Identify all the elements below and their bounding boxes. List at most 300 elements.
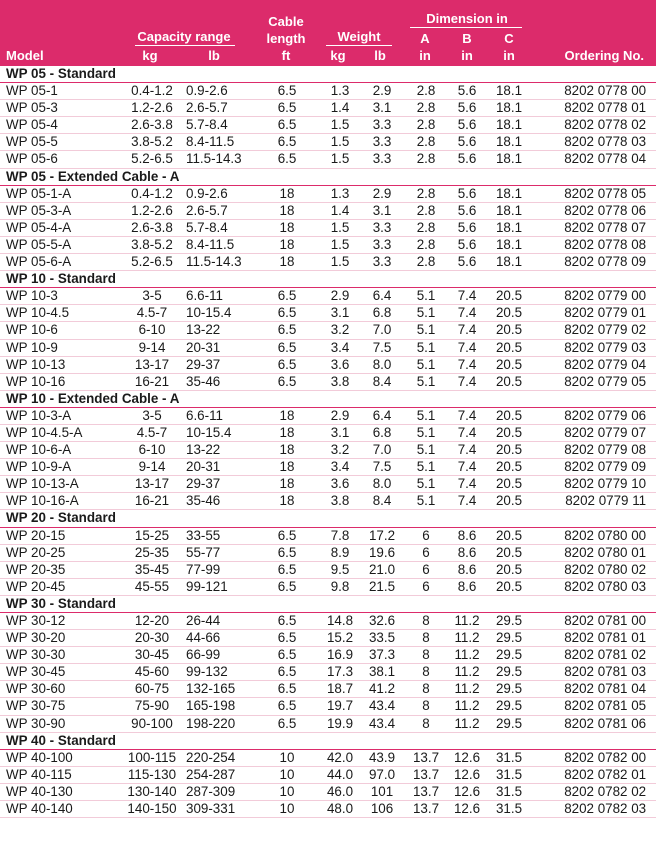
capacity-kg-cell: 9-14 [120,339,184,356]
dimension-a-cell: 5.1 [404,442,448,459]
weight-kg-cell: 1.3 [320,83,360,100]
model-cell: WP 10-6-A [0,442,120,459]
capacity-kg-cell: 20-30 [120,630,184,647]
capacity-lb-cell: 5.7-8.4 [184,219,254,236]
section-header [0,732,656,749]
dimension-a-cell: 5.1 [404,493,448,510]
weight-lb-cell: 8.4 [360,493,404,510]
table-row [0,647,656,664]
capacity-kg-cell: 12-20 [120,613,184,630]
cable-length-cell: 6.5 [254,356,320,373]
cable-length-cell: 10 [254,783,320,800]
weight-lb-cell: 6.4 [360,288,404,305]
section-header [0,510,656,527]
model-cell: WP 10-4.5 [0,305,120,322]
model-cell: WP 10-4.5-A [0,424,120,441]
model-cell: WP 05-6-A [0,254,120,271]
capacity-kg-cell: 4.5-7 [120,424,184,441]
section-title: WP 20 - Standard [0,510,656,527]
model-cell: WP 05-3 [0,100,120,117]
dimension-a-cell: 5.1 [404,322,448,339]
weight-lb-cell: 3.3 [360,117,404,134]
dimension-b-cell: 11.2 [448,647,486,664]
dimension-c-cell: 20.5 [486,339,532,356]
ordering-no-cell: 8202 0778 09 [532,254,656,271]
ordering-no-cell: 8202 0779 03 [532,339,656,356]
dimension-c-cell: 20.5 [486,356,532,373]
capacity-kg-cell: 6-10 [120,322,184,339]
dimension-c-cell: 18.1 [486,100,532,117]
dimension-b-cell: 7.4 [448,373,486,390]
weight-lb-cell: 33.5 [360,630,404,647]
weight-lb-cell: 38.1 [360,664,404,681]
cable-length-cell: 6.5 [254,544,320,561]
weight-lb-cell: 3.3 [360,134,404,151]
capacity-kg-cell: 16-21 [120,493,184,510]
capacity-kg-cell: 25-35 [120,544,184,561]
dimension-a-cell: 2.8 [404,219,448,236]
weight-kg-cell: 3.4 [320,459,360,476]
dimension-c-cell: 20.5 [486,476,532,493]
weight-kg-cell: 19.9 [320,715,360,732]
weight-lb-cell: 43.4 [360,715,404,732]
capacity-kg-cell: 3.8-5.2 [120,134,184,151]
cable-length-cell: 18 [254,202,320,219]
capacity-lb-cell: 309-331 [184,801,254,818]
dimension-a-cell: 2.8 [404,151,448,168]
capacity-lb-cell: 35-46 [184,493,254,510]
dimension-a-cell: 13.7 [404,749,448,766]
dimension-a-cell: 2.8 [404,117,448,134]
ordering-no-cell: 8202 0780 02 [532,561,656,578]
section-title: WP 10 - Standard [0,271,656,288]
dimension-c-cell: 20.5 [486,459,532,476]
header-cable-line2: length [266,31,306,46]
weight-kg-cell: 1.5 [320,236,360,253]
weight-kg-cell: 3.8 [320,493,360,510]
model-cell: WP 20-25 [0,544,120,561]
weight-kg-cell: 48.0 [320,801,360,818]
model-cell: WP 10-3-A [0,407,120,424]
weight-lb-cell: 7.0 [360,442,404,459]
weight-kg-cell: 1.4 [320,100,360,117]
dimension-b-cell: 5.6 [448,202,486,219]
capacity-lb-cell: 10-15.4 [184,424,254,441]
section-title: WP 05 - Extended Cable - A [0,168,656,185]
dimension-a-cell: 8 [404,715,448,732]
capacity-kg-cell: 3-5 [120,407,184,424]
weight-kg-cell: 3.6 [320,476,360,493]
dimension-b-cell: 5.6 [448,151,486,168]
capacity-lb-cell: 33-55 [184,527,254,544]
weight-lb-cell: 6.8 [360,305,404,322]
dimension-b-cell: 5.6 [448,117,486,134]
weight-kg-cell: 1.5 [320,219,360,236]
capacity-lb-cell: 29-37 [184,476,254,493]
cable-length-cell: 6.5 [254,664,320,681]
dimension-c-cell: 18.1 [486,117,532,134]
dimension-c-cell: 20.5 [486,544,532,561]
weight-lb-cell: 6.8 [360,424,404,441]
dimension-b-cell: 12.6 [448,783,486,800]
ordering-no-cell: 8202 0778 04 [532,151,656,168]
cable-length-cell: 10 [254,766,320,783]
table-row [0,749,656,766]
table-row [0,202,656,219]
weight-lb-cell: 3.1 [360,202,404,219]
table-row [0,424,656,441]
model-cell: WP 10-16 [0,373,120,390]
dimension-b-cell: 7.4 [448,459,486,476]
capacity-kg-cell: 5.2-6.5 [120,151,184,168]
header-dim-c: C [504,31,514,46]
weight-lb-cell: 8.4 [360,373,404,390]
table-row [0,561,656,578]
dimension-c-cell: 18.1 [486,254,532,271]
weight-lb-cell: 3.3 [360,254,404,271]
table-row [0,544,656,561]
model-cell: WP 30-75 [0,698,120,715]
model-cell: WP 10-9 [0,339,120,356]
dimension-a-cell: 8 [404,664,448,681]
table-row [0,801,656,818]
dimension-b-cell: 7.4 [448,442,486,459]
weight-lb-cell: 21.0 [360,561,404,578]
weight-kg-cell: 42.0 [320,749,360,766]
capacity-lb-cell: 0.9-2.6 [184,185,254,202]
ordering-no-cell: 8202 0781 05 [532,698,656,715]
dimension-c-cell: 20.5 [486,442,532,459]
table-row [0,681,656,698]
dimension-a-cell: 13.7 [404,766,448,783]
weight-kg-cell: 1.5 [320,151,360,168]
weight-kg-cell: 7.8 [320,527,360,544]
weight-kg-cell: 17.3 [320,664,360,681]
capacity-lb-cell: 77-99 [184,561,254,578]
model-cell: WP 05-4 [0,117,120,134]
dimension-b-cell: 5.6 [448,236,486,253]
weight-lb-cell: 32.6 [360,613,404,630]
cable-length-cell: 10 [254,749,320,766]
cable-length-cell: 6.5 [254,117,320,134]
header-cable-line1: Cable [268,14,304,29]
ordering-no-cell: 8202 0778 03 [532,134,656,151]
dimension-c-cell: 18.1 [486,236,532,253]
dimension-c-cell: 18.1 [486,202,532,219]
ordering-no-cell: 8202 0781 00 [532,613,656,630]
weight-kg-cell: 3.2 [320,322,360,339]
dimension-c-cell: 20.5 [486,424,532,441]
weight-lb-cell: 3.3 [360,236,404,253]
dimension-c-cell: 31.5 [486,766,532,783]
dimension-c-cell: 20.5 [486,322,532,339]
ordering-no-cell: 8202 0781 02 [532,647,656,664]
weight-lb-cell: 3.3 [360,219,404,236]
model-cell: WP 30-90 [0,715,120,732]
dimension-c-cell: 31.5 [486,801,532,818]
cable-length-cell: 6.5 [254,647,320,664]
table-row [0,630,656,647]
weight-kg-cell: 44.0 [320,766,360,783]
dimension-a-cell: 5.1 [404,407,448,424]
dimension-b-cell: 8.6 [448,527,486,544]
capacity-kg-cell: 130-140 [120,783,184,800]
dimension-b-cell: 7.4 [448,493,486,510]
dimension-a-cell: 2.8 [404,236,448,253]
model-cell: WP 30-60 [0,681,120,698]
ordering-no-cell: 8202 0780 00 [532,527,656,544]
table-row [0,356,656,373]
capacity-lb-cell: 287-309 [184,783,254,800]
dimension-a-cell: 2.8 [404,83,448,100]
header-dim-a: A [420,31,430,46]
dimension-c-cell: 20.5 [486,561,532,578]
cable-length-cell: 6.5 [254,100,320,117]
cable-length-cell: 6.5 [254,561,320,578]
dimension-b-cell: 7.4 [448,339,486,356]
dimension-b-cell: 12.6 [448,801,486,818]
cable-length-cell: 18 [254,254,320,271]
cable-length-cell: 6.5 [254,613,320,630]
model-cell: WP 10-13-A [0,476,120,493]
ordering-no-cell: 8202 0778 08 [532,236,656,253]
dimension-c-cell: 18.1 [486,219,532,236]
capacity-lb-cell: 0.9-2.6 [184,83,254,100]
dimension-c-cell: 29.5 [486,647,532,664]
model-cell: WP 30-20 [0,630,120,647]
capacity-lb-cell: 99-132 [184,664,254,681]
weight-lb-cell: 37.3 [360,647,404,664]
model-cell: WP 20-45 [0,578,120,595]
dimension-b-cell: 5.6 [448,100,486,117]
ordering-no-cell: 8202 0779 04 [532,356,656,373]
dimension-b-cell: 11.2 [448,630,486,647]
capacity-lb-cell: 13-22 [184,442,254,459]
ordering-no-cell: 8202 0778 00 [532,83,656,100]
dimension-a-cell: 2.8 [404,185,448,202]
capacity-kg-cell: 0.4-1.2 [120,185,184,202]
ordering-no-cell: 8202 0782 02 [532,783,656,800]
header-model: Model [6,48,44,63]
ordering-no-cell: 8202 0779 06 [532,407,656,424]
dimension-a-cell: 6 [404,561,448,578]
capacity-lb-cell: 66-99 [184,647,254,664]
dimension-b-cell: 5.6 [448,254,486,271]
dimension-c-cell: 20.5 [486,493,532,510]
dimension-b-cell: 7.4 [448,305,486,322]
section-header [0,390,656,407]
section-header [0,168,656,185]
table-row [0,219,656,236]
weight-underline [326,45,392,46]
dimension-a-cell: 2.8 [404,202,448,219]
weight-kg-cell: 14.8 [320,613,360,630]
weight-lb-cell: 19.6 [360,544,404,561]
model-cell: WP 10-6 [0,322,120,339]
cable-length-cell: 6.5 [254,715,320,732]
cable-length-cell: 6.5 [254,83,320,100]
capacity-lb-cell: 20-31 [184,459,254,476]
dimension-c-cell: 29.5 [486,664,532,681]
weight-lb-cell: 3.3 [360,151,404,168]
ordering-no-cell: 8202 0782 01 [532,766,656,783]
capacity-lb-cell: 13-22 [184,322,254,339]
cable-length-cell: 18 [254,219,320,236]
section-title: WP 05 - Standard [0,66,656,83]
cable-length-cell: 18 [254,407,320,424]
table-row [0,151,656,168]
capacity-lb-cell: 11.5-14.3 [184,254,254,271]
weight-lb-cell: 21.5 [360,578,404,595]
dimension-a-cell: 2.8 [404,254,448,271]
capacity-kg-cell: 3-5 [120,288,184,305]
dimension-b-cell: 7.4 [448,424,486,441]
weight-lb-cell: 8.0 [360,476,404,493]
header-capacity-lb: lb [208,48,220,63]
ordering-no-cell: 8202 0779 09 [532,459,656,476]
dimension-b-cell: 7.4 [448,476,486,493]
capacity-lb-cell: 44-66 [184,630,254,647]
table-row [0,476,656,493]
header-weight-lb: lb [374,48,386,63]
cable-length-cell: 6.5 [254,288,320,305]
table-row [0,459,656,476]
cable-length-cell: 6.5 [254,578,320,595]
dimension-a-cell: 6 [404,544,448,561]
header-dimension: Dimension in [426,11,508,26]
capacity-kg-cell: 6-10 [120,442,184,459]
weight-kg-cell: 9.8 [320,578,360,595]
dimension-c-cell: 29.5 [486,613,532,630]
cable-length-cell: 18 [254,185,320,202]
header-capacity-kg: kg [142,48,158,63]
weight-kg-cell: 8.9 [320,544,360,561]
model-cell: WP 05-4-A [0,219,120,236]
table-row [0,236,656,253]
dimension-underline [410,27,522,28]
header-dim-b: B [462,31,472,46]
header-weight-kg: kg [330,48,346,63]
dimension-a-cell: 5.1 [404,339,448,356]
dimension-b-cell: 11.2 [448,698,486,715]
capacity-kg-cell: 3.8-5.2 [120,236,184,253]
section-header [0,595,656,612]
table-row [0,578,656,595]
weight-kg-cell: 46.0 [320,783,360,800]
weight-kg-cell: 1.4 [320,202,360,219]
ordering-no-cell: 8202 0778 02 [532,117,656,134]
dimension-b-cell: 5.6 [448,185,486,202]
ordering-no-cell: 8202 0779 10 [532,476,656,493]
table-row [0,100,656,117]
dimension-a-cell: 6 [404,527,448,544]
weight-lb-cell: 43.9 [360,749,404,766]
weight-kg-cell: 15.2 [320,630,360,647]
capacity-kg-cell: 115-130 [120,766,184,783]
dimension-c-cell: 18.1 [486,134,532,151]
dimension-a-cell: 5.1 [404,305,448,322]
table-body [0,66,656,818]
model-cell: WP 40-100 [0,749,120,766]
dimension-a-cell: 5.1 [404,373,448,390]
capacity-kg-cell: 30-45 [120,647,184,664]
weight-kg-cell: 3.4 [320,339,360,356]
weight-kg-cell: 19.7 [320,698,360,715]
model-cell: WP 30-30 [0,647,120,664]
capacity-lb-cell: 6.6-11 [184,288,254,305]
dimension-c-cell: 20.5 [486,288,532,305]
model-cell: WP 05-1 [0,83,120,100]
dimension-a-cell: 2.8 [404,134,448,151]
dimension-c-cell: 29.5 [486,715,532,732]
capacity-kg-cell: 4.5-7 [120,305,184,322]
model-cell: WP 10-13 [0,356,120,373]
weight-lb-cell: 7.0 [360,322,404,339]
dimension-a-cell: 5.1 [404,424,448,441]
dimension-a-cell: 5.1 [404,476,448,493]
ordering-no-cell: 8202 0780 03 [532,578,656,595]
capacity-kg-cell: 2.6-3.8 [120,117,184,134]
weight-kg-cell: 2.9 [320,407,360,424]
dimension-b-cell: 7.4 [448,288,486,305]
ordering-no-cell: 8202 0779 08 [532,442,656,459]
capacity-lb-cell: 11.5-14.3 [184,151,254,168]
ordering-no-cell: 8202 0780 01 [532,544,656,561]
dimension-b-cell: 11.2 [448,681,486,698]
cable-length-cell: 18 [254,493,320,510]
dimension-b-cell: 5.6 [448,83,486,100]
weight-kg-cell: 1.5 [320,254,360,271]
dimension-a-cell: 8 [404,647,448,664]
model-cell: WP 40-140 [0,801,120,818]
dimension-a-cell: 6 [404,578,448,595]
model-cell: WP 05-5-A [0,236,120,253]
capacity-lb-cell: 220-254 [184,749,254,766]
weight-kg-cell: 3.6 [320,356,360,373]
dimension-b-cell: 11.2 [448,664,486,681]
cable-length-cell: 6.5 [254,305,320,322]
capacity-kg-cell: 13-17 [120,476,184,493]
ordering-no-cell: 8202 0779 11 [532,493,656,510]
capacity-kg-cell: 45-55 [120,578,184,595]
table-row [0,83,656,100]
weight-kg-cell: 2.9 [320,288,360,305]
weight-kg-cell: 16.9 [320,647,360,664]
table-row [0,442,656,459]
capacity-lb-cell: 8.4-11.5 [184,134,254,151]
weight-kg-cell: 3.2 [320,442,360,459]
cable-length-cell: 18 [254,442,320,459]
dimension-c-cell: 20.5 [486,407,532,424]
dimension-c-cell: 29.5 [486,698,532,715]
dimension-b-cell: 11.2 [448,715,486,732]
model-cell: WP 40-130 [0,783,120,800]
ordering-no-cell: 8202 0781 01 [532,630,656,647]
model-cell: WP 30-12 [0,613,120,630]
table-row [0,305,656,322]
cable-length-cell: 18 [254,459,320,476]
table-row [0,698,656,715]
capacity-underline [135,45,235,46]
capacity-lb-cell: 2.6-5.7 [184,100,254,117]
ordering-no-cell: 8202 0778 01 [532,100,656,117]
section-title: WP 10 - Extended Cable - A [0,390,656,407]
table-row [0,407,656,424]
dimension-a-cell: 13.7 [404,801,448,818]
model-cell: WP 10-9-A [0,459,120,476]
weight-kg-cell: 18.7 [320,681,360,698]
dimension-a-cell: 13.7 [404,783,448,800]
